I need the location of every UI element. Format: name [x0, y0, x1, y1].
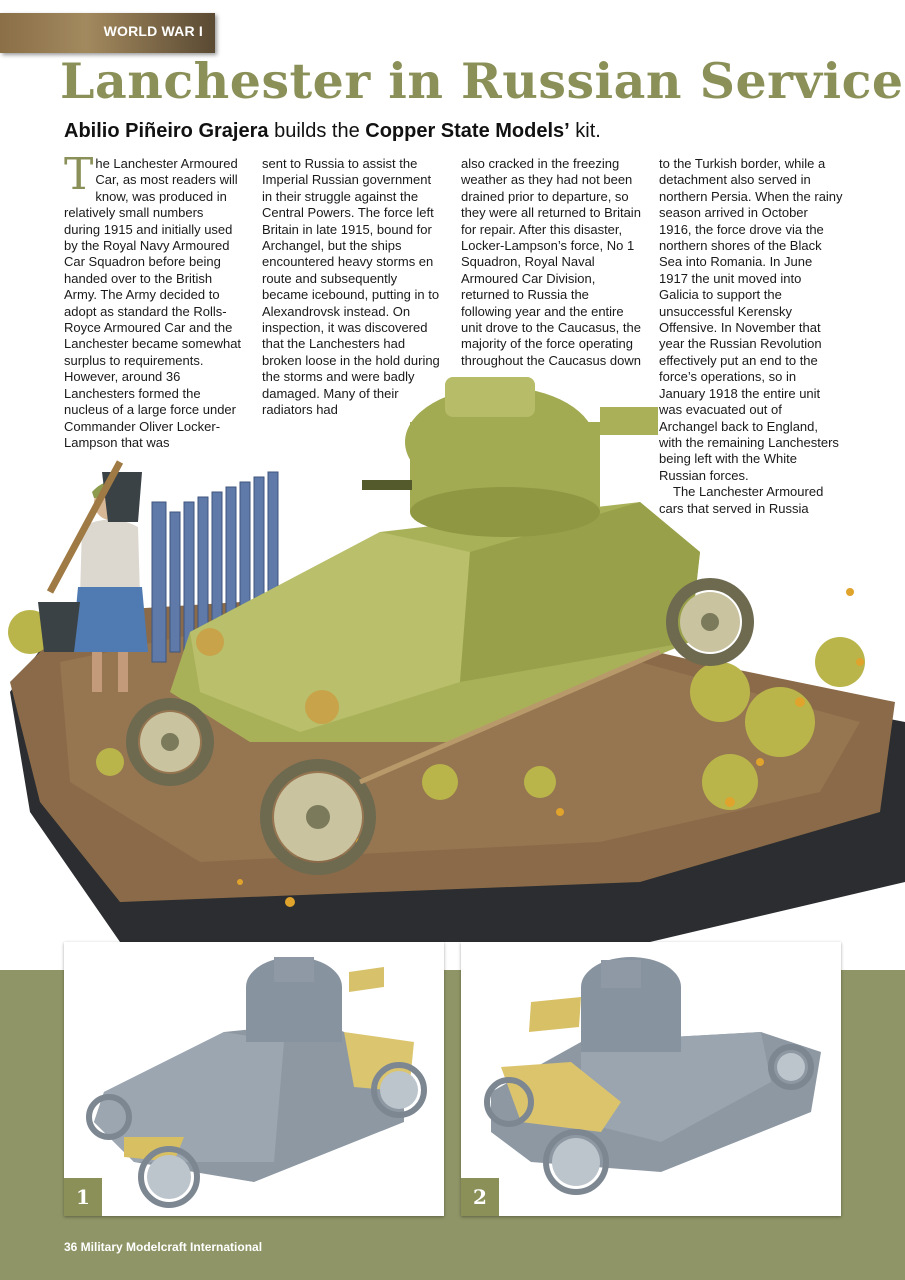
column-4-para-2: The Lanchester Armoured cars that served in Russia	[659, 484, 824, 516]
kit-name: Copper State Models’	[365, 120, 570, 142]
subtitle-end: kit.	[569, 120, 601, 142]
photo-number-2: 2	[461, 1178, 499, 1216]
page-footer: 36 Military Modelcraft International	[64, 1240, 263, 1254]
text-column-3	[461, 156, 643, 369]
column-1-text: he Lanchester Armoured Car, as most readers will know, was produced in relatively small numbers during 1915 and initially used by the Royal Navy Armoured Car Squadron before being handed over to the British Army. The Army decided to adopt as standard the Rolls-Royce Armoured Car and the Lanchester became somewhat surplus to requirements. However, around 36 Lanchesters formed the nucleus of a large force under Commander Oliver Locker-Lampson that was	[64, 156, 242, 450]
section-tag-label: WORLD WAR I	[103, 23, 203, 39]
article-subtitle	[64, 120, 601, 143]
kit-photo-2-image	[461, 942, 841, 1216]
kit-photo-1-image	[64, 942, 444, 1216]
article-title: Lanchester in Russian Service	[60, 52, 904, 110]
subtitle-text: builds the	[268, 120, 366, 142]
photo-number-1: 1	[64, 1178, 102, 1216]
column-3-text: also cracked in the freezing weather as they had not been drained prior to departure, so they were all returned to Britain for repair. After this disaster, Locker-Lampson’s force, No 1 Squadron, Royal Naval Armoured Car Division, returned to Russia the following year and the entire unit drove to the Caucasus, the majority of the force operating throughout the Caucasus down	[461, 156, 641, 368]
kit-photo-2	[461, 942, 841, 1216]
drop-cap: T	[64, 149, 94, 200]
kit-photo-1	[64, 942, 444, 1216]
author-name: Abilio Piñeiro Grajera	[64, 120, 269, 142]
diorama-photo	[0, 362, 905, 942]
section-tag	[0, 13, 215, 53]
column-4-text: to the Turkish border, while a detachment also served in northern Persia. When the rainy season arrived in October 1916, the force drove via the northern shores of the Black Sea into Romania. In June 1917 the unit moved into Galicia to support the unsuccessful Kerensky Offensive. In November that year the Russian Revolution effectively put an end to the force’s operations, so in January 1918 the entire unit was evacuated out of Archangel back to England, with the remaining Lanchesters being left with the White Russian forces.	[659, 156, 843, 483]
column-2-text: sent to Russia to assist the Imperial Russian government in their struggle against the Central Powers. The force left Britain in late 1915, bound for Archangel, but the ships encountered heavy storms en route and subsequently became icebound, putting in to Alexandrovsk instead. On inspection, it was discovered that the Lanchesters had broken loose in the hold during the storms and were badly damaged. Many of their radiators had	[262, 156, 440, 418]
